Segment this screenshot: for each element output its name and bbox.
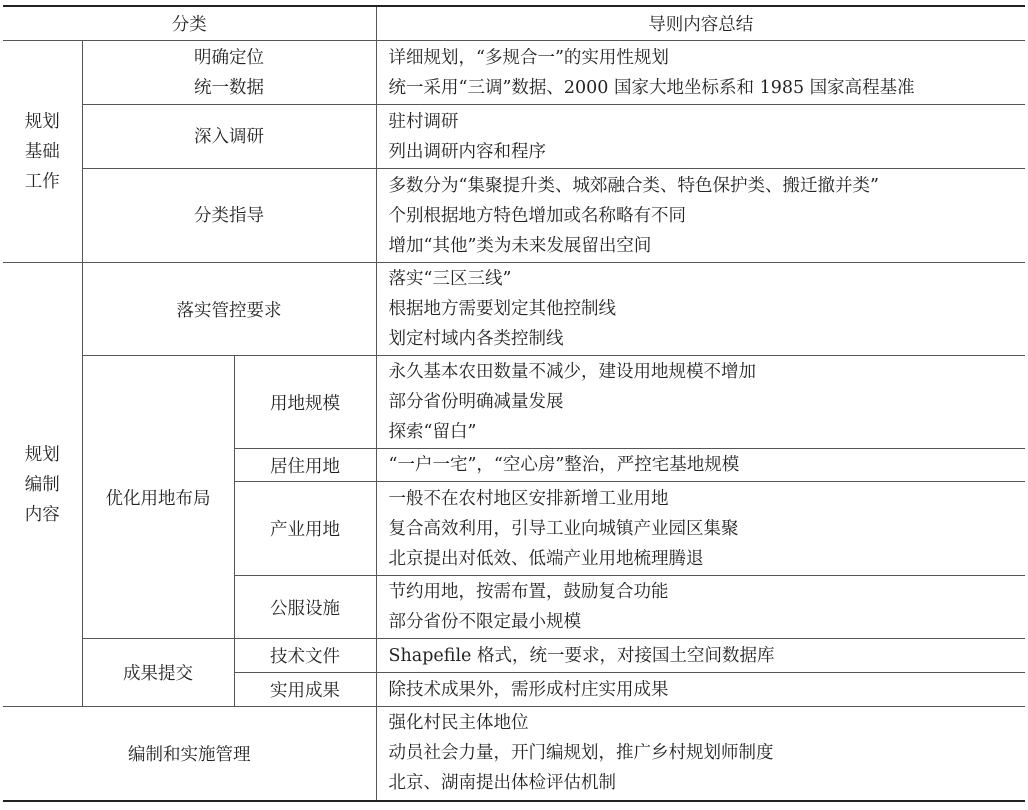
section-label-planning-basis: 规划 基础 工作 — [3, 41, 82, 263]
category-results-submission: 成果提交 — [82, 639, 234, 707]
content-cell: 节约用地，按需布置，鼓励复合功能 部分省份不限定最小规模 — [376, 576, 1025, 639]
content-cell: Shapefile 格式，统一要求，对接国土空间数据库 — [376, 639, 1025, 673]
subcategory-industrial-land: 产业用地 — [234, 482, 376, 576]
table-row — [3, 169, 1025, 263]
category-field-research: 深入调研 — [82, 105, 376, 169]
header-content-summary: 导则内容总结 — [376, 6, 1025, 41]
content-cell: 驻村调研 列出调研内容和程序 — [376, 105, 1025, 169]
content-cell: 落实“三区三线” 根据地方需要划定其他控制线 划定村域内各类控制线 — [376, 263, 1025, 356]
content-cell: 一般不在农村地区安排新增工业用地 复合高效利用，引导工业向城镇产业园区集聚 北京提出对低效、低端产业用地梳理腾退 — [376, 482, 1025, 576]
content-cell: 永久基本农田数量不减少，建设用地规模不增加 部分省份明确减量发展 探索“留白” — [376, 356, 1025, 449]
table-row — [3, 707, 1025, 801]
category-implementation-management: 编制和实施管理 — [3, 707, 376, 801]
content-cell: 除技术成果外，需形成村庄实用成果 — [376, 673, 1025, 707]
table-row — [3, 639, 1025, 673]
table-row — [3, 105, 1025, 169]
table-row — [3, 356, 1025, 449]
subcategory-residential-land: 居住用地 — [234, 449, 376, 482]
category-land-layout: 优化用地布局 — [82, 356, 234, 639]
table-header-row — [3, 6, 1025, 41]
table-row — [3, 263, 1025, 356]
subcategory-technical-files: 技术文件 — [234, 639, 376, 673]
header-category: 分类 — [3, 6, 376, 41]
category-classification-guidance: 分类指导 — [82, 169, 376, 263]
subcategory-land-scale: 用地规模 — [234, 356, 376, 449]
category-control-requirements: 落实管控要求 — [82, 263, 376, 356]
section-label-planning-content: 规划 编制 内容 — [3, 263, 82, 707]
category-positioning-data: 明确定位 统一数据 — [82, 41, 376, 105]
content-cell: 强化村民主体地位 动员社会力量，开门编规划，推广乡村规划师制度 北京、湖南提出体检评估机制 — [376, 707, 1025, 801]
subcategory-public-facilities: 公服设施 — [234, 576, 376, 639]
table-row — [3, 41, 1025, 105]
content-cell: “一户一宅”，“空心房”整治，严控宅基地规模 — [376, 449, 1025, 482]
content-cell: 多数分为“集聚提升类、城郊融合类、特色保护类、搬迁撤并类” 个别根据地方特色增加或名称略有不同 增加“其他”类为未来发展留出空间 — [376, 169, 1025, 263]
content-cell: 详细规划，“多规合一”的实用性规划 统一采用“三调”数据、2000 国家大地坐标系和 1985 国家高程基准 — [376, 41, 1025, 105]
guideline-summary-table — [3, 5, 1025, 802]
subcategory-practical-results: 实用成果 — [234, 673, 376, 707]
